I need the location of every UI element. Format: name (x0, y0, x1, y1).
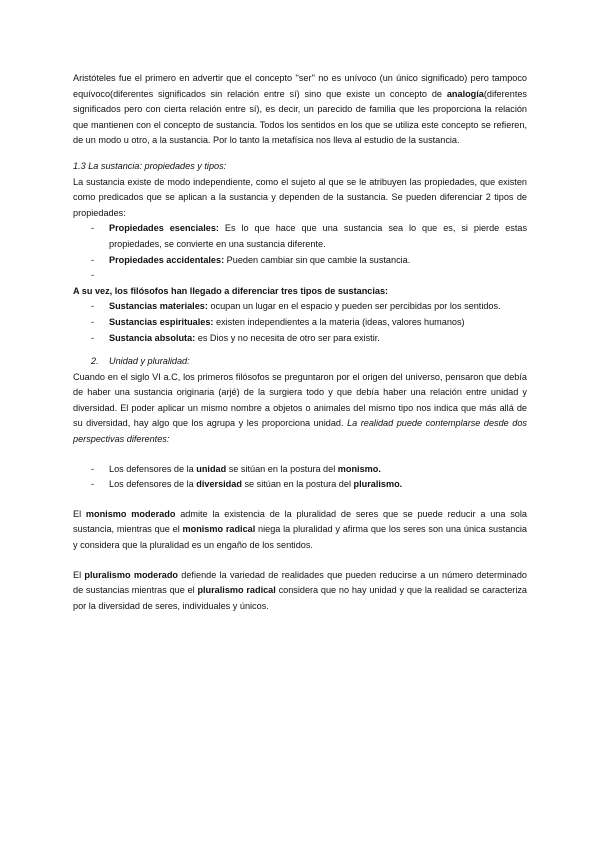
bold-term: diversidad (196, 479, 242, 490)
section-heading-2 (73, 354, 527, 370)
list-item (73, 331, 527, 347)
text-span: existen independientes a la materia (ideas, valores humanos) (213, 316, 465, 327)
bold-term: Sustancia absoluta: (109, 332, 196, 343)
bold-term: monismo. (337, 463, 381, 474)
text-span: (diferentes significados pero con cierta relación entre sí), es decir, un parecido de familia que les proporciona la relación que mantienen con el concepto de sustancia. Todos los sentidos en los que se utiliza este concepto se refieren, de un modo u otro, a la sustancia. Por lo tanto la metafísica nos lleva al estudio de la sustancia. (73, 88, 527, 146)
section-heading-1-3: 1.3 La sustancia: propiedades y tipos: (73, 160, 227, 171)
paragraph-sustancia: La sustancia existe de modo independiente, como el sujeto al que se le atribuyen las propiedades, que existen como predicados que se aplican a la sustancia y dependen de la sustancia. Se pueden diferenciar 2 tipos de propiedades: (73, 176, 527, 218)
document-body (73, 71, 527, 614)
text-span: niega la pluralidad y afirma que los seres son una única sustancia y considera que la pluralidad es un engaño de los sentidos. (73, 524, 528, 551)
properties-list (73, 221, 527, 283)
list-dash: - (91, 223, 95, 234)
list-dash: - (91, 254, 95, 265)
text-span: El (73, 508, 86, 519)
substance-types-list (73, 299, 527, 346)
bold-term: Propiedades accidentales: (109, 254, 225, 265)
list-dash: - (91, 479, 95, 490)
list-dash: - (91, 301, 95, 312)
text-span: Es lo que hace que una sustancia sea lo que es, si pierde estas propiedades, se convierte en una sustancia diferente. (109, 223, 528, 249)
bold-term: monismo moderado (85, 508, 176, 519)
definitions-list (73, 462, 527, 493)
paragraph-tipos-sustancias: A su vez, los filósofos han llegado a diferenciar tres tipos de sustancias: (73, 285, 389, 296)
bold-term: monismo radical (182, 524, 256, 535)
bold-term: pluralismo radical (197, 585, 276, 596)
text-span: se sitúan en la postura del (226, 463, 338, 474)
bold-term: unidad (196, 463, 227, 474)
text-span: Los defensores de la (109, 463, 197, 474)
list-item-empty (73, 268, 527, 284)
bold-term: analogía (446, 88, 484, 99)
text-span: Pueden cambiar sin que cambie la sustancia. (224, 254, 411, 265)
bold-term: pluralismo moderado (84, 569, 178, 580)
text-span: Aristóteles fue el primero en advertir que el concepto ''ser'' no es unívoco (un único significado) pero tampoco equívoco(diferentes significados sin relación entre sí) sino que existe un concepto de (73, 73, 527, 99)
list-item (73, 315, 527, 331)
section-title: Unidad y pluralidad: (109, 356, 190, 367)
paragraph-pluralismo (73, 568, 527, 615)
list-item (73, 477, 527, 493)
section-number: 2. (91, 356, 99, 367)
text-span: defiende la variedad de realidades que pueden reducirse a un número determinado de sustancias mientras que el (73, 569, 528, 596)
spacer (73, 493, 527, 507)
list-item (73, 253, 527, 269)
bold-term: Propiedades esenciales: (109, 223, 219, 234)
text-span: El (73, 569, 85, 580)
spacer (73, 448, 527, 462)
text-span: Cuando en el siglo VI a.C, los primeros filósofos se preguntaron por el origen del universo, pensaron que debía de haber una sustancia originaria (arjé) de la surgiera todo y que debía haber una relación entre unidad y diversidad. El poder aplicar un mismo nombre a objetos o animales del mismo tipo nos indica que más allá de su diversidad, hay algo que los agrupa y les proporciona unidad. (73, 371, 527, 429)
text-span: se sitúan en la postura del (241, 479, 354, 490)
text-span: es Dios y no necesita de otro ser para existir. (195, 332, 380, 343)
list-dash: - (91, 270, 95, 281)
spacer (73, 554, 527, 568)
bold-term: pluralismo. (353, 479, 403, 490)
text-span: considera que no hay unidad y que la realidad se caracteriza por la diversidad de seres, individuales y únicos. (73, 585, 527, 611)
text-span: Los defensores de la (109, 479, 197, 490)
bold-term: Sustancias materiales: (109, 301, 208, 312)
italic-span: La realidad puede contemplarse desde dos perspectivas diferentes: (73, 418, 527, 445)
list-dash: - (91, 316, 95, 327)
text-span: ocupan un lugar en el espacio y pueden ser percibidas por los sentidos. (207, 301, 501, 312)
list-dash: - (91, 332, 95, 343)
paragraph-analogia (73, 71, 527, 149)
list-item (73, 462, 527, 478)
list-item (73, 299, 527, 315)
bold-term: Sustancias espirituales: (109, 316, 214, 327)
list-item (73, 221, 527, 252)
paragraph-monismo (73, 507, 527, 554)
list-dash: - (91, 463, 95, 474)
text-span: admite la existencia de la pluralidad de seres que se puede reducir a una sola sustancia, mientras que el (73, 508, 527, 535)
paragraph-unidad-pluralidad (73, 370, 527, 448)
